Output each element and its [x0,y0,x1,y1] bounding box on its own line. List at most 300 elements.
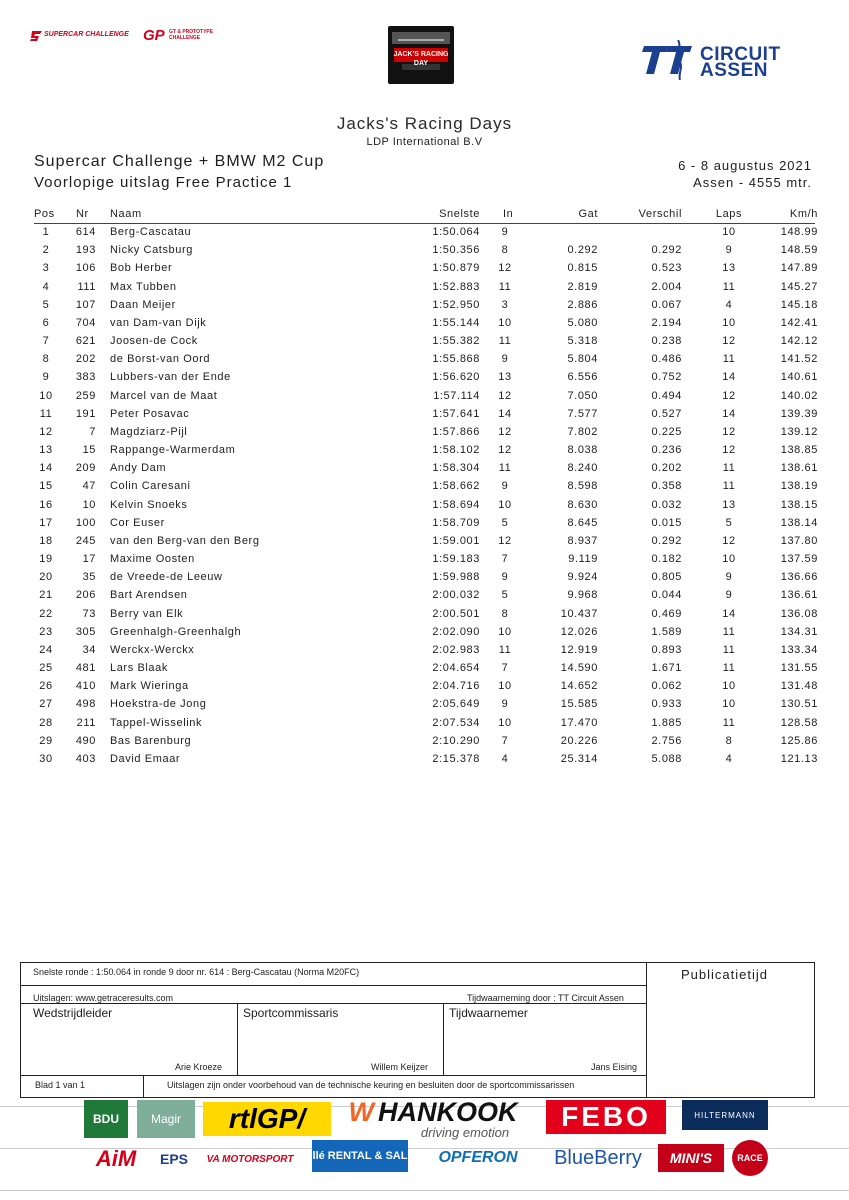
col-pos: Pos [34,208,55,220]
cell-difference: 0.044 [651,589,682,602]
cell-gap: 9.968 [567,589,598,602]
cell-speed-kmh: 133.34 [780,643,818,656]
cell-laps: 11 [722,280,736,293]
cell-position: 1 [42,226,50,238]
cell-gap: 9.119 [568,553,598,566]
table-row [0,371,849,389]
cell-car-number: 498 [75,698,96,711]
cell-in-lap: 10 [498,680,512,693]
cell-driver-name: Magdziarz-Pijl [110,425,188,438]
results-table-header [0,208,849,226]
cell-best-lap: 1:59.988 [432,571,480,584]
cell-gap: 14.652 [560,680,598,693]
class-title: Supercar Challenge + BMW M2 Cup [34,153,325,170]
cell-speed-kmh: 136.61 [780,589,818,602]
cell-car-number: 209 [75,462,96,475]
cell-speed-kmh: 136.08 [780,607,818,620]
cell-laps: 11 [722,462,736,475]
cell-laps: 10 [722,698,736,711]
cell-difference: 0.523 [651,262,682,275]
cell-driver-name: Berg-Cascatau [110,226,192,238]
cell-driver-name: Bob Herber [110,262,173,275]
cell-driver-name: de Borst-van Oord [110,353,211,366]
cell-best-lap: 1:59.001 [432,534,480,547]
cell-laps: 11 [722,716,736,729]
cell-laps: 13 [722,262,736,275]
cell-best-lap: 1:55.144 [432,316,480,329]
timekeeper-name: Jans Eising [591,1062,638,1072]
cell-car-number: 206 [75,589,96,602]
cell-difference: 1.671 [651,662,682,675]
cell-car-number: 10 [82,498,96,511]
cell-speed-kmh: 138.15 [780,498,818,511]
cell-position: 13 [39,444,53,457]
cell-driver-name: Peter Posavac [110,407,190,420]
cell-car-number: 35 [82,571,96,584]
cell-difference: 0.358 [651,480,682,493]
cell-difference: 0.805 [651,571,682,584]
cell-position: 2 [42,244,50,257]
colle-logo: Collé RENTAL & SALES [312,1140,408,1172]
cell-in-lap: 9 [501,571,509,584]
cell-difference: 0.062 [651,680,682,693]
cell-difference: 0.236 [651,444,682,457]
cell-position: 15 [39,480,53,493]
cell-position: 5 [42,298,50,311]
table-row [0,226,849,244]
cell-gap: 0.815 [567,262,598,275]
cell-car-number: 410 [75,680,96,693]
cell-car-number: 191 [75,407,96,420]
cell-in-lap: 11 [498,335,512,348]
cell-position: 4 [42,280,50,293]
cell-driver-name: Max Tubben [110,280,177,293]
cell-laps: 12 [722,534,736,547]
cell-gap: 0.292 [567,244,598,257]
cell-best-lap: 1:57.866 [432,425,480,438]
cell-gap: 7.577 [567,407,598,420]
cell-difference: 5.088 [651,752,682,765]
cell-gap: 17.470 [560,716,598,729]
cell-position: 10 [39,389,53,402]
cell-difference: 0.292 [651,534,682,547]
col-laps: Laps [715,208,743,220]
cell-best-lap: 2:04.716 [432,680,480,693]
table-row [0,299,849,317]
table-row [0,553,849,571]
cell-laps: 10 [722,316,736,329]
table-row [0,499,849,517]
cell-position: 8 [42,353,50,366]
cell-best-lap: 1:58.662 [432,480,480,493]
cell-speed-kmh: 134.31 [780,625,818,638]
table-row [0,262,849,280]
table-row [0,662,849,680]
col-name: Naam [110,208,142,220]
col-diff: Verschil [638,208,682,220]
cell-in-lap: 10 [498,716,512,729]
cell-in-lap: 7 [501,662,509,675]
cell-laps: 10 [722,553,736,566]
cell-gap: 12.026 [560,625,598,638]
cell-speed-kmh: 141.52 [780,353,818,366]
cell-car-number: 47 [82,480,96,493]
cell-in-lap: 9 [501,480,509,493]
gt-prototype-challenge-logo: GP GT & PROTOTYPE CHALLENGE [143,27,214,44]
cell-gap: 7.802 [567,425,598,438]
cell-best-lap: 2:00.501 [432,607,480,620]
cell-gap: 8.598 [567,480,598,493]
cell-laps: 5 [725,516,733,529]
cell-driver-name: Berry van Elk [110,607,184,620]
table-row [0,535,849,553]
cell-position: 6 [42,316,50,329]
cell-in-lap: 10 [498,316,512,329]
cell-car-number: 107 [75,298,96,311]
publication-time-label: Publicatietijd [681,967,768,982]
cell-in-lap: 10 [498,625,512,638]
cell-car-number: 193 [75,244,96,257]
col-nr: Nr [76,208,89,220]
cell-difference: 0.893 [651,643,682,656]
cell-driver-name: Lars Blaak [110,662,168,675]
table-row [0,735,849,753]
cell-laps: 14 [722,371,736,384]
cell-speed-kmh: 140.02 [780,389,818,402]
cell-in-lap: 9 [501,698,509,711]
cell-car-number: 614 [75,226,96,238]
cell-in-lap: 8 [501,244,509,257]
cell-best-lap: 2:04.654 [432,662,480,675]
cell-driver-name: Werckx-Werckx [110,643,195,656]
cell-driver-name: Hoekstra-de Jong [110,698,207,711]
cell-difference: 0.292 [651,244,682,257]
cell-driver-name: Bas Barenburg [110,734,192,747]
cell-best-lap: 1:58.304 [432,462,480,475]
cell-car-number: 259 [75,389,96,402]
cell-laps: 11 [722,353,736,366]
table-row [0,644,849,662]
febo-logo: FEBO [546,1100,666,1134]
col-in: In [503,208,514,220]
cell-laps: 9 [725,244,733,257]
cell-position: 27 [39,698,53,711]
cell-gap: 8.038 [567,444,598,457]
cell-speed-kmh: 137.59 [780,553,818,566]
table-row [0,444,849,462]
cell-best-lap: 2:07.534 [432,716,480,729]
cell-laps: 12 [722,444,736,457]
cell-laps: 12 [722,425,736,438]
cell-best-lap: 1:55.382 [432,335,480,348]
page-number: Blad 1 van 1 [35,1080,86,1090]
cell-speed-kmh: 142.41 [780,316,818,329]
table-row [0,244,849,262]
cell-car-number: 383 [75,371,96,384]
table-row [0,462,849,480]
table-row [0,680,849,698]
cell-in-lap: 12 [498,389,512,402]
cell-difference: 2.004 [651,280,682,293]
cell-position: 25 [39,662,53,675]
cell-difference: 0.527 [651,407,682,420]
cell-laps: 11 [722,662,736,675]
cell-difference: 2.194 [651,316,682,329]
cell-driver-name: Joosen-de Cock [110,335,198,348]
cell-car-number: 403 [75,752,96,765]
cell-speed-kmh: 138.61 [780,462,818,475]
event-date: 6 - 8 augustus 2021 [678,158,812,173]
cell-difference: 0.752 [651,371,682,384]
cell-gap: 6.556 [567,371,598,384]
cell-position: 28 [39,716,53,729]
cell-position: 30 [39,752,53,765]
cell-gap: 12.919 [560,643,598,656]
race-director-name: Arie Kroeze [175,1062,223,1072]
hankook-tagline: driving emotion [420,1124,510,1140]
cell-in-lap: 8 [501,607,509,620]
hankook-logo: W HANKOOK [348,1096,518,1127]
cell-in-lap: 5 [501,589,509,602]
cell-driver-name: Daan Meijer [110,298,176,311]
cell-car-number: 34 [82,643,96,656]
cell-position: 20 [39,571,53,584]
col-gap: Gat [578,208,598,220]
race-director-label: Wedstrijdleider [33,1006,113,1020]
cell-speed-kmh: 131.55 [780,662,818,675]
cell-car-number: 73 [82,607,96,620]
fastest-lap-text: Snelste ronde : 1:50.064 in ronde 9 door nr. 614 : Berg-Cascatau (Norma M20FC) [33,967,360,977]
cell-gap: 5.318 [567,335,598,348]
cell-difference: 0.486 [651,353,682,366]
cell-laps: 11 [722,625,736,638]
cell-speed-kmh: 147.89 [780,262,818,275]
cell-driver-name: Colin Caresani [110,480,191,493]
blueberry-logo: BlueBerry [554,1146,642,1169]
cell-speed-kmh: 145.18 [780,298,818,311]
cell-best-lap: 1:55.868 [432,353,480,366]
cell-driver-name: Andy Dam [110,462,167,475]
col-best: Snelste [439,208,480,220]
cell-best-lap: 2:05.649 [432,698,480,711]
cell-difference: 1.885 [651,716,682,729]
cell-position: 19 [39,553,53,566]
cell-in-lap: 14 [498,407,512,420]
cell-best-lap: 1:58.102 [432,444,480,457]
cell-laps: 4 [725,752,733,765]
cell-speed-kmh: 148.59 [780,244,818,257]
table-row [0,517,849,535]
tt-circuit-assen-logo: CIRCUIT ASSEN [642,40,802,80]
cell-gap: 5.804 [567,353,598,366]
cell-position: 21 [39,589,53,602]
cell-best-lap: 1:58.709 [432,516,480,529]
table-row [0,353,849,371]
cell-speed-kmh: 148.99 [780,226,818,238]
cell-laps: 12 [722,335,736,348]
cell-car-number: 106 [75,262,96,275]
cell-car-number: 245 [75,534,96,547]
cell-speed-kmh: 140.61 [780,371,818,384]
cell-difference: 0.015 [651,516,682,529]
steward-name: Willem Keijzer [371,1062,429,1072]
cell-car-number: 481 [75,662,96,675]
cell-car-number: 7 [89,425,96,438]
cell-difference: 0.182 [651,553,682,566]
cell-difference: 0.032 [651,498,682,511]
magir-logo: Magir [137,1100,195,1138]
cell-position: 14 [39,462,53,475]
cell-laps: 9 [725,589,733,602]
table-row [0,698,849,716]
cell-in-lap: 12 [498,262,512,275]
cell-laps: 11 [722,480,736,493]
cell-position: 11 [39,407,53,420]
cell-position: 9 [42,371,50,384]
cell-best-lap: 2:15.378 [432,752,480,765]
cell-difference: 0.202 [651,462,682,475]
table-row [0,390,849,408]
cell-best-lap: 2:02.983 [432,643,480,656]
cell-laps: 11 [722,643,736,656]
eps-logo: EPS [159,1151,188,1167]
cell-driver-name: Marcel van de Maat [110,389,218,402]
va-motorsport-logo: VA MOTORSPORT [206,1153,294,1165]
cell-difference: 0.238 [651,335,682,348]
timing-by: Tijdwaarneming door : TT Circuit Assen [467,993,624,1003]
table-row [0,480,849,498]
cell-in-lap: 12 [498,534,512,547]
cell-car-number: 100 [75,516,96,529]
hiltermann-logo: HILTERMANN [682,1100,768,1130]
table-row [0,426,849,444]
cell-gap: 8.937 [567,534,598,547]
cell-best-lap: 2:00.032 [432,589,480,602]
cell-laps: 12 [722,389,736,402]
cell-car-number: 621 [75,335,96,348]
cell-best-lap: 1:56.620 [432,371,480,384]
cell-car-number: 211 [76,716,96,729]
cell-best-lap: 2:02.090 [432,625,480,638]
cell-speed-kmh: 138.14 [780,516,818,529]
cell-speed-kmh: 137.80 [780,534,818,547]
cell-in-lap: 12 [498,444,512,457]
cell-speed-kmh: 125.86 [780,734,818,747]
cell-in-lap: 11 [498,280,512,293]
cell-car-number: 202 [75,353,96,366]
cell-best-lap: 1:57.641 [432,407,480,420]
circuit-length: Assen - 4555 mtr. [693,175,812,190]
cell-speed-kmh: 136.66 [780,571,818,584]
cell-speed-kmh: 145.27 [780,280,818,293]
cell-gap: 2.886 [567,298,598,311]
cell-position: 22 [39,607,53,620]
cell-best-lap: 2:10.290 [432,734,480,747]
cell-gap: 8.645 [567,516,598,529]
cell-laps: 8 [725,734,733,747]
cell-position: 29 [39,734,53,747]
cell-speed-kmh: 121.13 [780,752,818,765]
table-row [0,608,849,626]
bdu-logo: BDU [84,1100,128,1138]
cell-gap: 9.924 [567,571,598,584]
cell-speed-kmh: 138.85 [780,444,818,457]
cell-car-number: 490 [75,734,96,747]
table-row [0,408,849,426]
cell-difference: 0.494 [651,389,682,402]
cell-laps: 10 [722,680,736,693]
aim-logo: AiM [95,1146,137,1171]
cell-position: 23 [39,625,53,638]
table-row [0,626,849,644]
cell-speed-kmh: 142.12 [780,335,818,348]
minis-logo: MINI'S [658,1144,724,1172]
cell-gap: 2.819 [567,280,598,293]
cell-in-lap: 9 [501,226,509,238]
table-row [0,571,849,589]
race-logo: RACE [732,1140,768,1176]
table-row [0,753,849,771]
cell-in-lap: 9 [501,353,509,366]
table-row [0,335,849,353]
cell-gap: 25.314 [560,752,598,765]
table-row [0,717,849,735]
cell-driver-name: Greenhalgh-Greenhalgh [110,625,242,638]
cell-in-lap: 11 [498,643,512,656]
cell-difference: 2.756 [651,734,682,747]
table-row [0,317,849,335]
jacks-racing-day-logo: JACK'S RACING DAY [388,26,454,84]
cell-best-lap: 1:57.114 [433,389,480,402]
steward-label: Sportcommissaris [243,1006,339,1020]
event-title: Jacks's Racing Days [336,114,513,133]
cell-car-number: 111 [77,280,96,293]
cell-gap: 20.226 [560,734,598,747]
cell-car-number: 704 [75,316,96,329]
cell-position: 26 [39,680,53,693]
cell-driver-name: van Dam-van Dijk [110,316,207,329]
cell-position: 17 [39,516,53,529]
cell-in-lap: 3 [501,298,509,311]
cell-best-lap: 1:50.879 [432,262,480,275]
cell-speed-kmh: 131.48 [780,680,818,693]
cell-position: 16 [39,498,53,511]
cell-driver-name: Tappel-Wisselink [110,716,203,729]
cell-gap: 8.630 [567,498,598,511]
cell-in-lap: 7 [501,734,509,747]
table-row [0,589,849,607]
organizer: LDP International B.V [366,136,483,148]
col-kmh: Km/h [789,208,818,220]
cell-best-lap: 1:52.950 [432,298,480,311]
cell-driver-name: Nicky Catsburg [110,244,193,257]
cell-driver-name: Cor Euser [110,516,165,529]
cell-in-lap: 12 [498,425,512,438]
cell-in-lap: 7 [501,553,509,566]
cell-driver-name: Bart Arendsen [110,589,188,602]
cell-laps: 13 [722,498,736,511]
cell-laps: 14 [722,407,736,420]
disclaimer: Uitslagen zijn onder voorbehoud van de technische keuring en besluiten door de sportcommissarissen [167,1080,575,1090]
cell-driver-name: van den Berg-van den Berg [110,534,260,547]
cell-gap: 7.050 [567,389,598,402]
footer-box [20,962,815,1098]
cell-driver-name: Maxime Oosten [110,553,195,566]
rtlgp-logo: rtlGP/ [203,1102,331,1136]
cell-driver-name: Rappange-Warmerdam [110,444,236,457]
cell-position: 18 [39,534,53,547]
cell-difference: 0.067 [651,298,682,311]
